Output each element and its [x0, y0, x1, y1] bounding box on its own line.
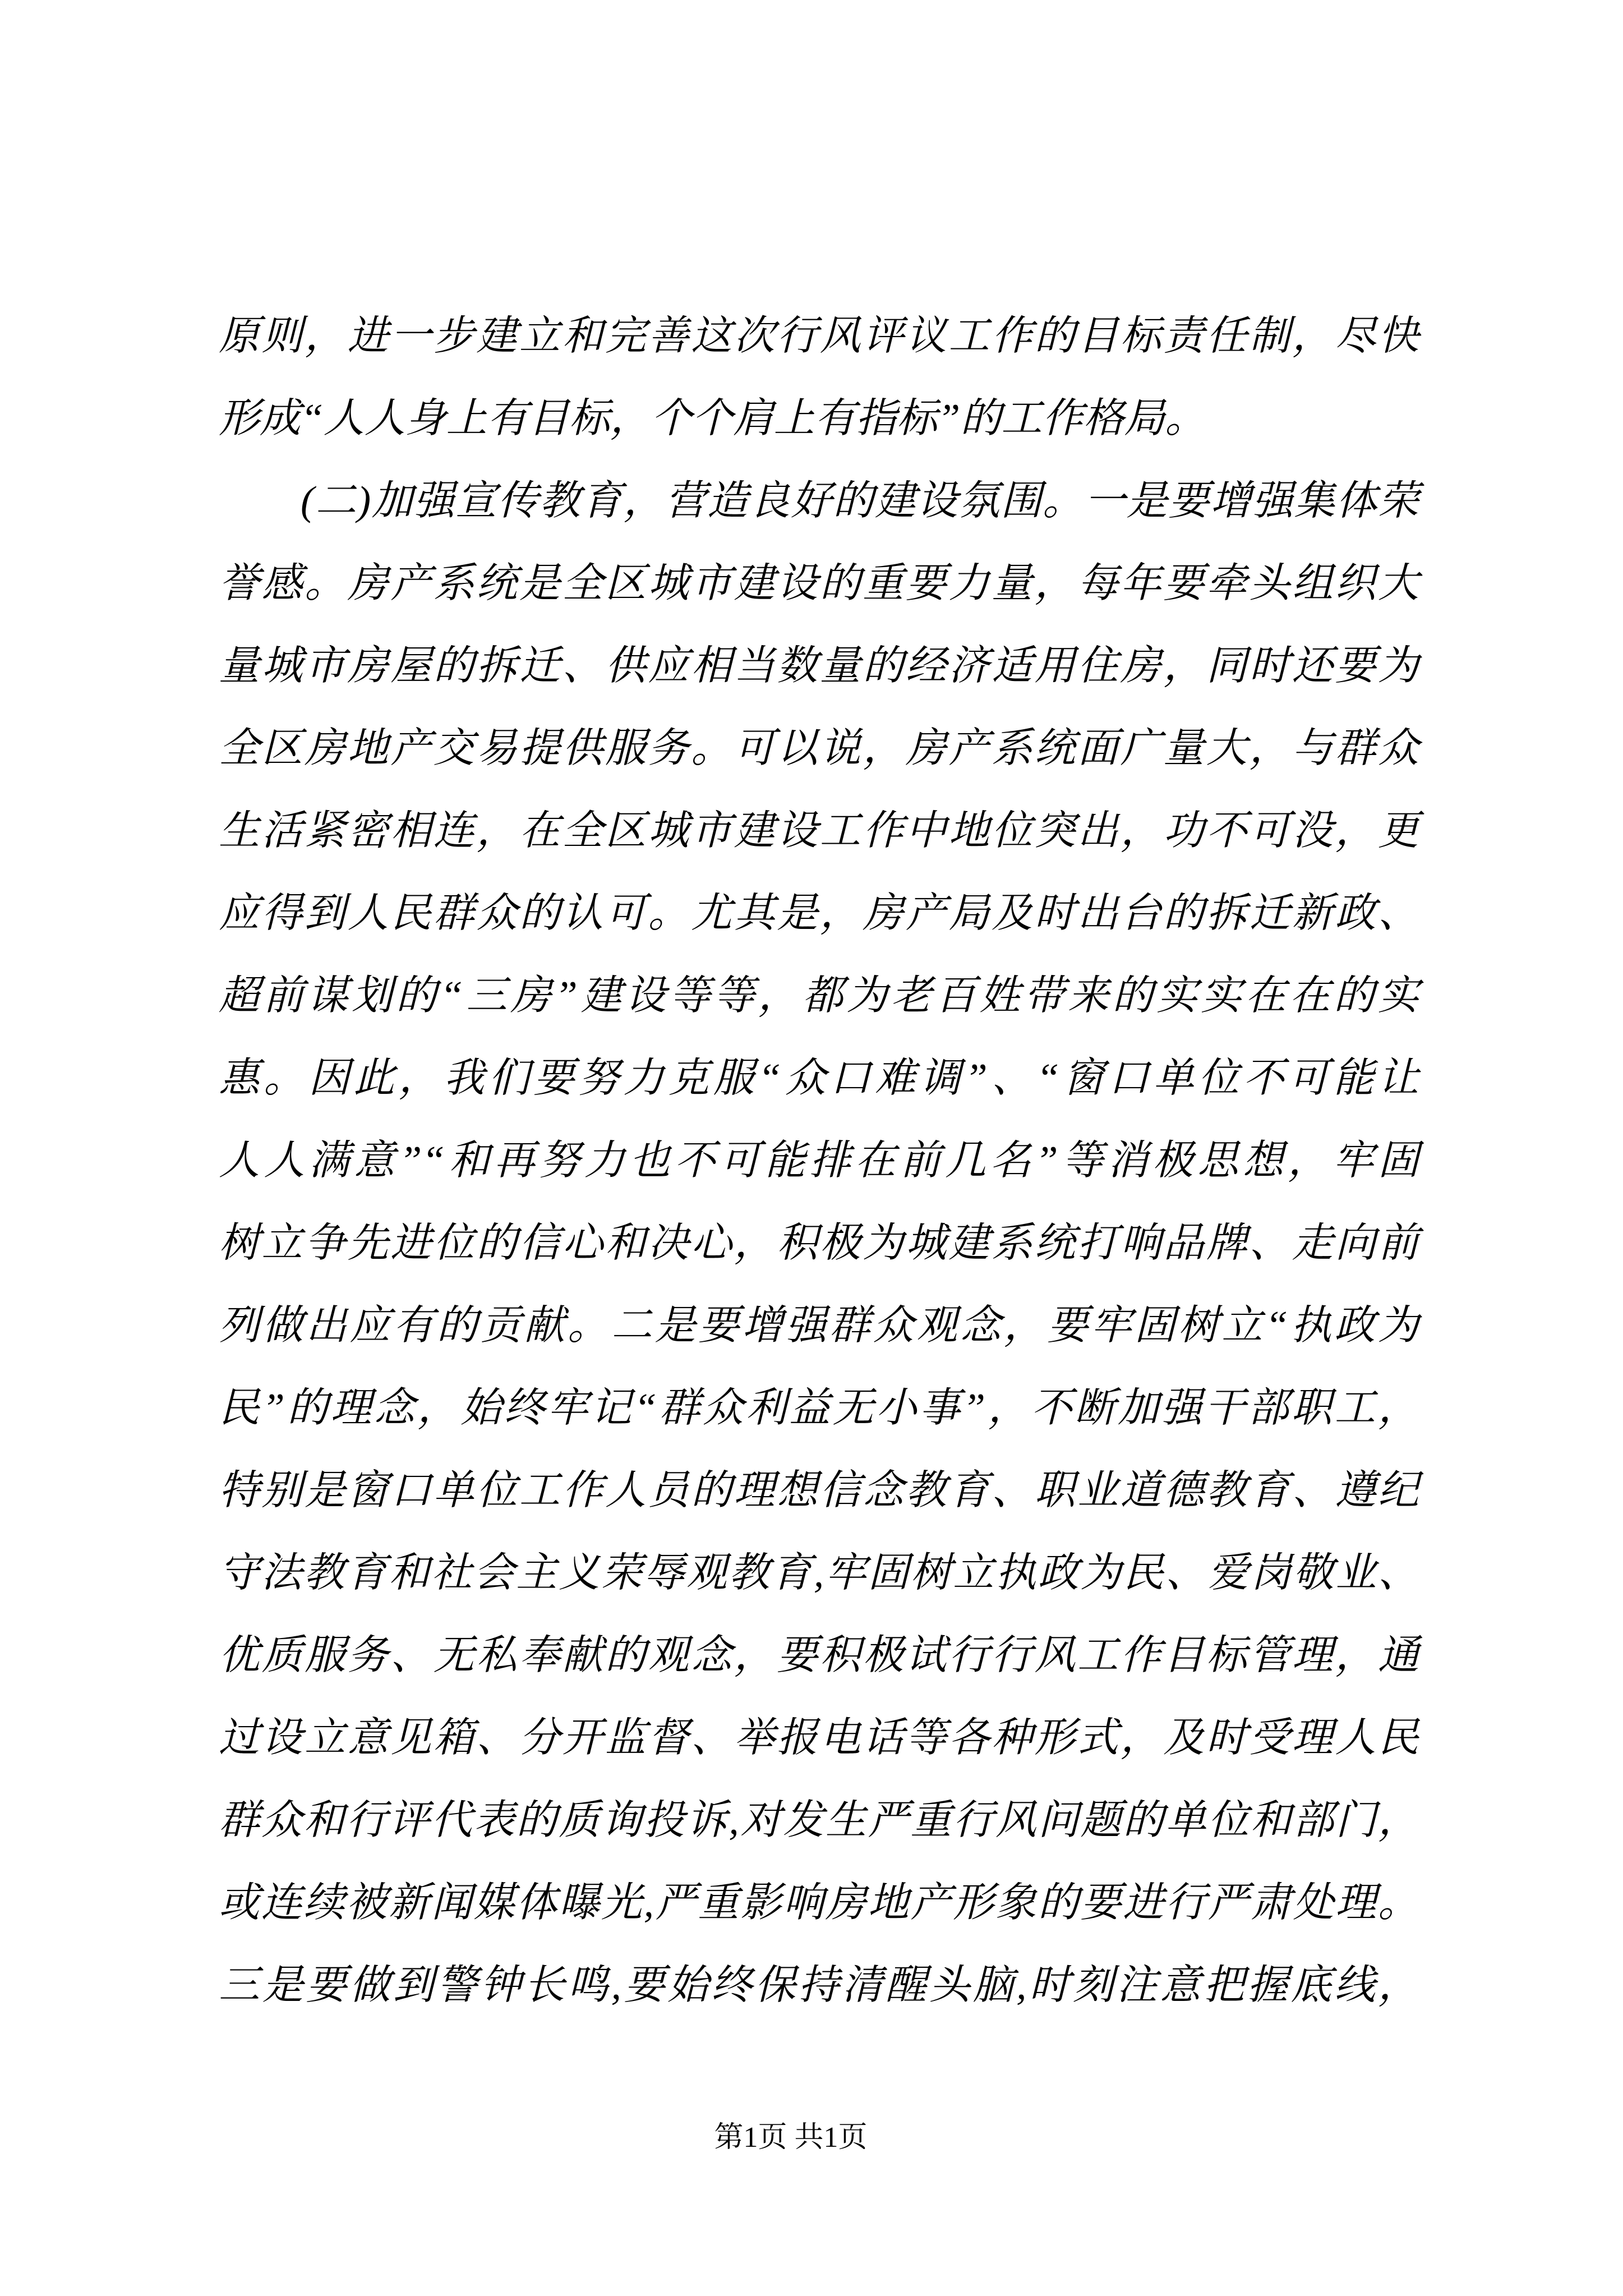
body-line: 誉感。房产系统是全区城市建设的重要力量，每年要牵头组织大	[219, 560, 1419, 606]
body-line: 应得到人民群众的认可。尤其是，房产局及时出台的拆迁新政、	[219, 890, 1419, 936]
body-line: 或连续被新闻媒体曝光,严重影响房地产形象的要进行严肃处理。	[219, 1880, 1419, 1925]
body-line: 过设立意见箱、分开监督、举报电话等各种形式，及时受理人民	[219, 1715, 1419, 1760]
body-line: 群众和行评代表的质询投诉,对发生严重行风问题的单位和部门，	[219, 1797, 1419, 1843]
body-line: 生活紧密相连，在全区城市建设工作中地位突出，功不可没，更	[219, 808, 1419, 853]
body-line: 民”的理念，始终牢记“群众利益无小事”，不断加强干部职工，	[219, 1385, 1419, 1430]
body-line: 超前谋划的“三房”建设等等，都为老百姓带来的实实在在的实	[219, 973, 1419, 1018]
body-line: 人人满意”“和再努力也不可能排在前几名”等消极思想，牢固	[219, 1138, 1419, 1183]
body-line: 优质服务、无私奉献的观念，要积极试行行风工作目标管理，通	[219, 1632, 1419, 1678]
body-line: 全区房地产交易提供服务。可以说，房产系统面广量大，与群众	[219, 725, 1419, 771]
body-line: 列做出应有的贡献。二是要增强群众观念，要牢固树立“执政为	[219, 1303, 1419, 1348]
body-line: 惠。因此，我们要努力克服“众口难调”、“窗口单位不可能让	[219, 1055, 1419, 1101]
body-line: 形成“人人身上有目标，个个肩上有指标”的工作格局。	[219, 395, 1206, 441]
body-line: 特别是窗口单位工作人员的理想信念教育、职业道德教育、遵纪	[219, 1467, 1419, 1513]
page-number-text: 第1页 共1页	[714, 2122, 868, 2154]
page-footer	[0, 2116, 1602, 2160]
body-line: 守法教育和社会主义荣辱观教育,牢固树立执政为民、爱岗敬业、	[219, 1550, 1419, 1595]
body-line: 三是要做到警钟长鸣,要始终保持清醒头脑,时刻注意把握底线，	[219, 1962, 1419, 2008]
body-line: 量城市房屋的拆迁、供应相当数量的经济适用住房，同时还要为	[219, 643, 1419, 688]
body-line: 原则，进一步建立和完善这次行风评议工作的目标责任制，尽快	[219, 313, 1419, 358]
body-line: (二)加强宣传教育，营造良好的建设氛围。一是要增强集体荣	[301, 478, 1419, 523]
body-line: 树立争先进位的信心和决心，积极为城建系统打响品牌、走向前	[219, 1220, 1419, 1266]
document-body	[219, 295, 1419, 2026]
